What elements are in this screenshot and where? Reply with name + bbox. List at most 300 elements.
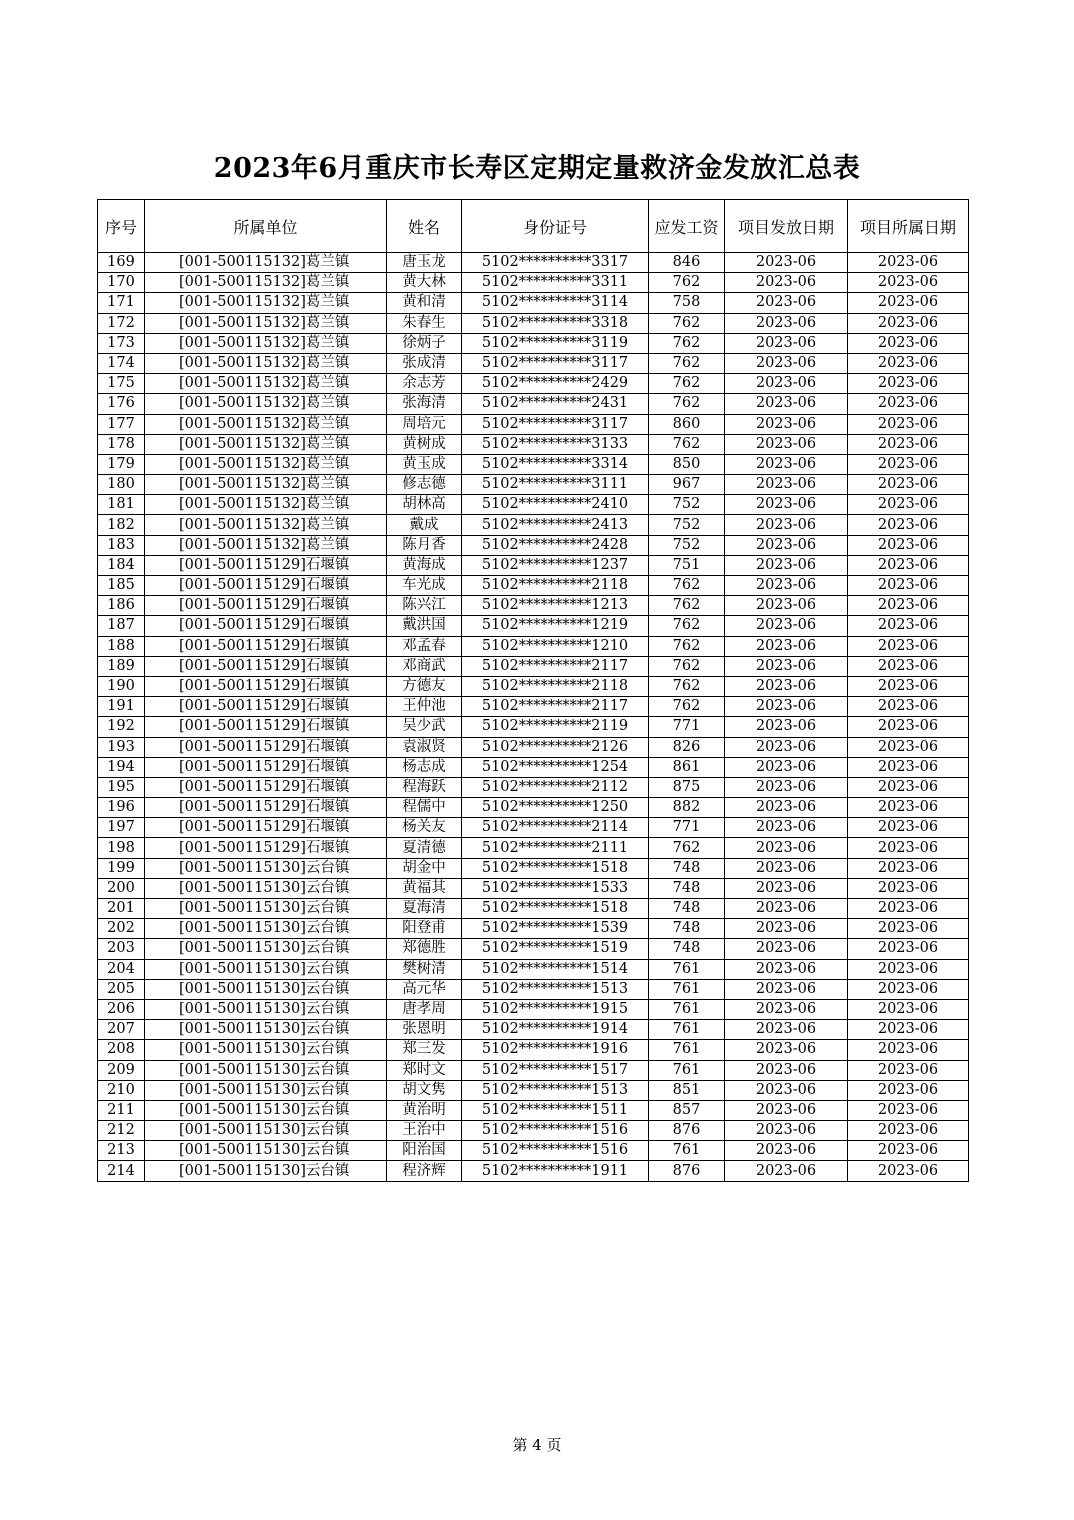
table-row: [98, 676, 969, 696]
cell-payable-amount: 762: [649, 616, 725, 636]
table-row: [98, 414, 969, 434]
cell-id-number: 5102**********2118: [462, 676, 649, 696]
table-row: [98, 515, 969, 535]
cell-unit: [001-500115129]石堰镇: [145, 838, 387, 858]
column-header-unit: 所属单位: [145, 200, 387, 253]
cell-issue-date: 2023-06: [725, 353, 848, 373]
table-header: [98, 200, 969, 253]
cell-issue-date: 2023-06: [725, 1161, 848, 1181]
cell-id-number: 5102**********3133: [462, 434, 649, 454]
cell-issue-date: 2023-06: [725, 757, 848, 777]
cell-issue-date: 2023-06: [725, 414, 848, 434]
cell-payable-amount: 761: [649, 1040, 725, 1060]
cell-period-date: 2023-06: [848, 253, 969, 273]
cell-name: 陈兴江: [387, 596, 462, 616]
cell-issue-date: 2023-06: [725, 454, 848, 474]
table-row: [98, 979, 969, 999]
cell-period-date: 2023-06: [848, 878, 969, 898]
cell-index: 200: [98, 878, 145, 898]
cell-unit: [001-500115130]云台镇: [145, 1040, 387, 1060]
cell-unit: [001-500115130]云台镇: [145, 1080, 387, 1100]
cell-name: 陈月香: [387, 535, 462, 555]
cell-period-date: 2023-06: [848, 1080, 969, 1100]
table-row: [98, 576, 969, 596]
cell-payable-amount: 752: [649, 535, 725, 555]
cell-issue-date: 2023-06: [725, 253, 848, 273]
cell-index: 213: [98, 1141, 145, 1161]
cell-unit: [001-500115130]云台镇: [145, 1121, 387, 1141]
cell-name: 杨关友: [387, 818, 462, 838]
cell-id-number: 5102**********1914: [462, 1020, 649, 1040]
cell-id-number: 5102**********2428: [462, 535, 649, 555]
cell-name: 胡金中: [387, 858, 462, 878]
cell-index: 210: [98, 1080, 145, 1100]
cell-payable-amount: 762: [649, 333, 725, 353]
table-row: [98, 737, 969, 757]
cell-unit: [001-500115132]葛兰镇: [145, 293, 387, 313]
cell-id-number: 5102**********1517: [462, 1060, 649, 1080]
cell-payable-amount: 762: [649, 596, 725, 616]
cell-name: 胡文隽: [387, 1080, 462, 1100]
table-row: [98, 555, 969, 575]
cell-name: 张成清: [387, 353, 462, 373]
cell-period-date: 2023-06: [848, 1040, 969, 1060]
table-row: [98, 475, 969, 495]
cell-name: 郑三发: [387, 1040, 462, 1060]
cell-index: 172: [98, 313, 145, 333]
cell-unit: [001-500115129]石堰镇: [145, 636, 387, 656]
cell-period-date: 2023-06: [848, 293, 969, 313]
cell-name: 黄治明: [387, 1100, 462, 1120]
cell-index: 193: [98, 737, 145, 757]
cell-id-number: 5102**********2126: [462, 737, 649, 757]
cell-id-number: 5102**********3117: [462, 353, 649, 373]
cell-issue-date: 2023-06: [725, 737, 848, 757]
cell-payable-amount: 762: [649, 576, 725, 596]
column-header-index: 序号: [98, 200, 145, 253]
cell-index: 214: [98, 1161, 145, 1181]
cell-name: 周培元: [387, 414, 462, 434]
cell-issue-date: 2023-06: [725, 1080, 848, 1100]
cell-issue-date: 2023-06: [725, 959, 848, 979]
cell-period-date: 2023-06: [848, 535, 969, 555]
cell-id-number: 5102**********1518: [462, 899, 649, 919]
table-row: [98, 878, 969, 898]
cell-name: 王治中: [387, 1121, 462, 1141]
cell-name: 张海清: [387, 394, 462, 414]
cell-id-number: 5102**********2117: [462, 697, 649, 717]
cell-id-number: 5102**********1513: [462, 979, 649, 999]
cell-issue-date: 2023-06: [725, 939, 848, 959]
cell-name: 袁淑贤: [387, 737, 462, 757]
cell-unit: [001-500115129]石堰镇: [145, 777, 387, 797]
cell-period-date: 2023-06: [848, 999, 969, 1019]
cell-unit: [001-500115132]葛兰镇: [145, 273, 387, 293]
table-row: [98, 273, 969, 293]
cell-id-number: 5102**********2117: [462, 656, 649, 676]
cell-issue-date: 2023-06: [725, 838, 848, 858]
cell-period-date: 2023-06: [848, 676, 969, 696]
cell-payable-amount: 771: [649, 818, 725, 838]
cell-issue-date: 2023-06: [725, 878, 848, 898]
table-row: [98, 596, 969, 616]
cell-unit: [001-500115130]云台镇: [145, 979, 387, 999]
cell-unit: [001-500115132]葛兰镇: [145, 253, 387, 273]
cell-index: 195: [98, 777, 145, 797]
cell-unit: [001-500115129]石堰镇: [145, 697, 387, 717]
cell-payable-amount: 752: [649, 495, 725, 515]
cell-period-date: 2023-06: [848, 414, 969, 434]
column-header-payable-amount: 应发工资: [649, 200, 725, 253]
cell-unit: [001-500115130]云台镇: [145, 878, 387, 898]
table-row: [98, 495, 969, 515]
cell-name: 戴成: [387, 515, 462, 535]
cell-issue-date: 2023-06: [725, 858, 848, 878]
cell-issue-date: 2023-06: [725, 313, 848, 333]
cell-name: 黄和清: [387, 293, 462, 313]
cell-index: 178: [98, 434, 145, 454]
cell-period-date: 2023-06: [848, 757, 969, 777]
table-row: [98, 656, 969, 676]
cell-unit: [001-500115130]云台镇: [145, 1100, 387, 1120]
table-row: [98, 454, 969, 474]
table-row: [98, 616, 969, 636]
cell-id-number: 5102**********1915: [462, 999, 649, 1019]
cell-name: 朱春生: [387, 313, 462, 333]
cell-payable-amount: 758: [649, 293, 725, 313]
cell-index: 191: [98, 697, 145, 717]
cell-name: 唐玉龙: [387, 253, 462, 273]
page-title: 2023年6月重庆市长寿区定期定量救济金发放汇总表: [213, 153, 861, 184]
cell-issue-date: 2023-06: [725, 374, 848, 394]
cell-payable-amount: 876: [649, 1161, 725, 1181]
cell-index: 187: [98, 616, 145, 636]
cell-index: 185: [98, 576, 145, 596]
column-header-id-number: 身份证号: [462, 200, 649, 253]
cell-issue-date: 2023-06: [725, 899, 848, 919]
cell-period-date: 2023-06: [848, 656, 969, 676]
table-row: [98, 899, 969, 919]
cell-id-number: 5102**********2413: [462, 515, 649, 535]
cell-unit: [001-500115129]石堰镇: [145, 656, 387, 676]
cell-payable-amount: 748: [649, 858, 725, 878]
cell-payable-amount: 761: [649, 979, 725, 999]
cell-name: 张恩明: [387, 1020, 462, 1040]
cell-name: 阳治国: [387, 1141, 462, 1161]
cell-issue-date: 2023-06: [725, 798, 848, 818]
cell-unit: [001-500115132]葛兰镇: [145, 535, 387, 555]
cell-issue-date: 2023-06: [725, 576, 848, 596]
page-number: 第 4 页: [512, 1436, 562, 1454]
cell-payable-amount: 762: [649, 676, 725, 696]
cell-unit: [001-500115130]云台镇: [145, 939, 387, 959]
cell-payable-amount: 860: [649, 414, 725, 434]
cell-index: 197: [98, 818, 145, 838]
cell-id-number: 5102**********3117: [462, 414, 649, 434]
cell-unit: [001-500115129]石堰镇: [145, 818, 387, 838]
cell-id-number: 5102**********1219: [462, 616, 649, 636]
table-row: [98, 919, 969, 939]
cell-name: 黄海成: [387, 555, 462, 575]
cell-name: 樊树清: [387, 959, 462, 979]
cell-unit: [001-500115130]云台镇: [145, 999, 387, 1019]
cell-unit: [001-500115132]葛兰镇: [145, 374, 387, 394]
cell-index: 203: [98, 939, 145, 959]
cell-index: 184: [98, 555, 145, 575]
cell-period-date: 2023-06: [848, 919, 969, 939]
cell-period-date: 2023-06: [848, 697, 969, 717]
cell-payable-amount: 762: [649, 394, 725, 414]
cell-issue-date: 2023-06: [725, 1100, 848, 1120]
cell-payable-amount: 771: [649, 717, 725, 737]
cell-id-number: 5102**********1916: [462, 1040, 649, 1060]
cell-name: 杨志成: [387, 757, 462, 777]
cell-id-number: 5102**********2112: [462, 777, 649, 797]
cell-payable-amount: 850: [649, 454, 725, 474]
cell-index: 190: [98, 676, 145, 696]
table-row: [98, 1141, 969, 1161]
cell-payable-amount: 857: [649, 1100, 725, 1120]
cell-unit: [001-500115132]葛兰镇: [145, 313, 387, 333]
cell-index: 169: [98, 253, 145, 273]
cell-period-date: 2023-06: [848, 555, 969, 575]
cell-index: 177: [98, 414, 145, 434]
cell-index: 209: [98, 1060, 145, 1080]
table-row: [98, 697, 969, 717]
cell-unit: [001-500115129]石堰镇: [145, 676, 387, 696]
cell-name: 高元华: [387, 979, 462, 999]
cell-issue-date: 2023-06: [725, 697, 848, 717]
cell-name: 戴洪国: [387, 616, 462, 636]
cell-id-number: 5102**********1539: [462, 919, 649, 939]
cell-index: 174: [98, 353, 145, 373]
cell-name: 夏海清: [387, 899, 462, 919]
table-row: [98, 838, 969, 858]
cell-period-date: 2023-06: [848, 394, 969, 414]
cell-name: 唐孝周: [387, 999, 462, 1019]
cell-payable-amount: 748: [649, 899, 725, 919]
cell-name: 徐炳子: [387, 333, 462, 353]
cell-id-number: 5102**********1511: [462, 1100, 649, 1120]
cell-issue-date: 2023-06: [725, 777, 848, 797]
cell-issue-date: 2023-06: [725, 1121, 848, 1141]
cell-period-date: 2023-06: [848, 636, 969, 656]
cell-period-date: 2023-06: [848, 495, 969, 515]
cell-name: 修志德: [387, 475, 462, 495]
cell-issue-date: 2023-06: [725, 616, 848, 636]
cell-id-number: 5102**********1533: [462, 878, 649, 898]
cell-unit: [001-500115130]云台镇: [145, 899, 387, 919]
cell-period-date: 2023-06: [848, 959, 969, 979]
cell-issue-date: 2023-06: [725, 1040, 848, 1060]
table-row: [98, 1100, 969, 1120]
cell-payable-amount: 846: [649, 253, 725, 273]
header-row: [98, 200, 969, 253]
cell-payable-amount: 748: [649, 939, 725, 959]
table-row: [98, 1080, 969, 1100]
cell-period-date: 2023-06: [848, 737, 969, 757]
table-row: [98, 333, 969, 353]
cell-issue-date: 2023-06: [725, 1020, 848, 1040]
cell-id-number: 5102**********2410: [462, 495, 649, 515]
cell-period-date: 2023-06: [848, 899, 969, 919]
cell-name: 程济辉: [387, 1161, 462, 1181]
cell-name: 黄树成: [387, 434, 462, 454]
cell-name: 阳登甫: [387, 919, 462, 939]
cell-id-number: 5102**********3317: [462, 253, 649, 273]
cell-name: 邓孟春: [387, 636, 462, 656]
cell-name: 方德友: [387, 676, 462, 696]
cell-index: 212: [98, 1121, 145, 1141]
cell-id-number: 5102**********2431: [462, 394, 649, 414]
cell-id-number: 5102**********3311: [462, 273, 649, 293]
cell-id-number: 5102**********1250: [462, 798, 649, 818]
cell-unit: [001-500115132]葛兰镇: [145, 454, 387, 474]
cell-period-date: 2023-06: [848, 1121, 969, 1141]
cell-unit: [001-500115129]石堰镇: [145, 555, 387, 575]
cell-period-date: 2023-06: [848, 858, 969, 878]
cell-name: 黄玉成: [387, 454, 462, 474]
cell-index: 204: [98, 959, 145, 979]
cell-issue-date: 2023-06: [725, 656, 848, 676]
cell-name: 余志芳: [387, 374, 462, 394]
cell-index: 207: [98, 1020, 145, 1040]
cell-payable-amount: 752: [649, 515, 725, 535]
cell-index: 186: [98, 596, 145, 616]
cell-index: 181: [98, 495, 145, 515]
cell-period-date: 2023-06: [848, 1020, 969, 1040]
table-row: [98, 313, 969, 333]
cell-payable-amount: 762: [649, 273, 725, 293]
cell-period-date: 2023-06: [848, 353, 969, 373]
cell-unit: [001-500115130]云台镇: [145, 1141, 387, 1161]
cell-index: 194: [98, 757, 145, 777]
table-row: [98, 818, 969, 838]
cell-period-date: 2023-06: [848, 434, 969, 454]
cell-issue-date: 2023-06: [725, 495, 848, 515]
cell-payable-amount: 762: [649, 656, 725, 676]
cell-issue-date: 2023-06: [725, 333, 848, 353]
cell-index: 196: [98, 798, 145, 818]
cell-issue-date: 2023-06: [725, 676, 848, 696]
cell-payable-amount: 748: [649, 919, 725, 939]
cell-id-number: 5102**********1254: [462, 757, 649, 777]
table-row: [98, 777, 969, 797]
cell-id-number: 5102**********1516: [462, 1141, 649, 1161]
cell-payable-amount: 826: [649, 737, 725, 757]
cell-index: 170: [98, 273, 145, 293]
cell-name: 程海跃: [387, 777, 462, 797]
cell-issue-date: 2023-06: [725, 1141, 848, 1161]
cell-index: 192: [98, 717, 145, 737]
table-row: [98, 394, 969, 414]
cell-name: 夏清德: [387, 838, 462, 858]
cell-index: 180: [98, 475, 145, 495]
cell-unit: [001-500115129]石堰镇: [145, 757, 387, 777]
cell-index: 171: [98, 293, 145, 313]
cell-id-number: 5102**********3318: [462, 313, 649, 333]
cell-index: 179: [98, 454, 145, 474]
cell-period-date: 2023-06: [848, 798, 969, 818]
cell-unit: [001-500115132]葛兰镇: [145, 353, 387, 373]
table-row: [98, 717, 969, 737]
column-header-name: 姓名: [387, 200, 462, 253]
cell-period-date: 2023-06: [848, 1141, 969, 1161]
cell-payable-amount: 882: [649, 798, 725, 818]
cell-id-number: 5102**********1518: [462, 858, 649, 878]
cell-id-number: 5102**********1237: [462, 555, 649, 575]
cell-name: 胡林高: [387, 495, 462, 515]
cell-unit: [001-500115130]云台镇: [145, 919, 387, 939]
cell-payable-amount: 876: [649, 1121, 725, 1141]
cell-id-number: 5102**********1210: [462, 636, 649, 656]
cell-period-date: 2023-06: [848, 313, 969, 333]
cell-unit: [001-500115132]葛兰镇: [145, 495, 387, 515]
cell-index: 188: [98, 636, 145, 656]
cell-payable-amount: 762: [649, 697, 725, 717]
cell-issue-date: 2023-06: [725, 293, 848, 313]
cell-index: 201: [98, 899, 145, 919]
cell-name: 程儒中: [387, 798, 462, 818]
cell-payable-amount: 762: [649, 434, 725, 454]
cell-index: 183: [98, 535, 145, 555]
cell-index: 189: [98, 656, 145, 676]
table-row: [98, 434, 969, 454]
cell-period-date: 2023-06: [848, 1161, 969, 1181]
cell-id-number: 5102**********3119: [462, 333, 649, 353]
cell-id-number: 5102**********3111: [462, 475, 649, 495]
cell-unit: [001-500115129]石堰镇: [145, 717, 387, 737]
cell-unit: [001-500115130]云台镇: [145, 1161, 387, 1181]
relief-summary-table: [97, 199, 969, 1182]
table-row: [98, 999, 969, 1019]
table-row: [98, 939, 969, 959]
cell-period-date: 2023-06: [848, 838, 969, 858]
table-row: [98, 1040, 969, 1060]
cell-issue-date: 2023-06: [725, 818, 848, 838]
cell-period-date: 2023-06: [848, 515, 969, 535]
cell-id-number: 5102**********1514: [462, 959, 649, 979]
cell-period-date: 2023-06: [848, 818, 969, 838]
cell-issue-date: 2023-06: [725, 717, 848, 737]
cell-period-date: 2023-06: [848, 576, 969, 596]
table-row: [98, 353, 969, 373]
cell-issue-date: 2023-06: [725, 979, 848, 999]
cell-name: 车光成: [387, 576, 462, 596]
cell-period-date: 2023-06: [848, 1060, 969, 1080]
table-body: [98, 253, 969, 1182]
table-row: [98, 1060, 969, 1080]
cell-issue-date: 2023-06: [725, 515, 848, 535]
table-row: [98, 535, 969, 555]
cell-payable-amount: 761: [649, 1020, 725, 1040]
cell-period-date: 2023-06: [848, 596, 969, 616]
cell-payable-amount: 761: [649, 1060, 725, 1080]
cell-period-date: 2023-06: [848, 1100, 969, 1120]
cell-unit: [001-500115132]葛兰镇: [145, 434, 387, 454]
cell-unit: [001-500115132]葛兰镇: [145, 414, 387, 434]
cell-id-number: 5102**********1213: [462, 596, 649, 616]
cell-payable-amount: 761: [649, 1141, 725, 1161]
cell-payable-amount: 762: [649, 353, 725, 373]
cell-unit: [001-500115129]石堰镇: [145, 737, 387, 757]
cell-period-date: 2023-06: [848, 979, 969, 999]
cell-payable-amount: 762: [649, 313, 725, 333]
cell-index: 199: [98, 858, 145, 878]
table-row: [98, 1121, 969, 1141]
cell-unit: [001-500115132]葛兰镇: [145, 475, 387, 495]
cell-id-number: 5102**********1513: [462, 1080, 649, 1100]
